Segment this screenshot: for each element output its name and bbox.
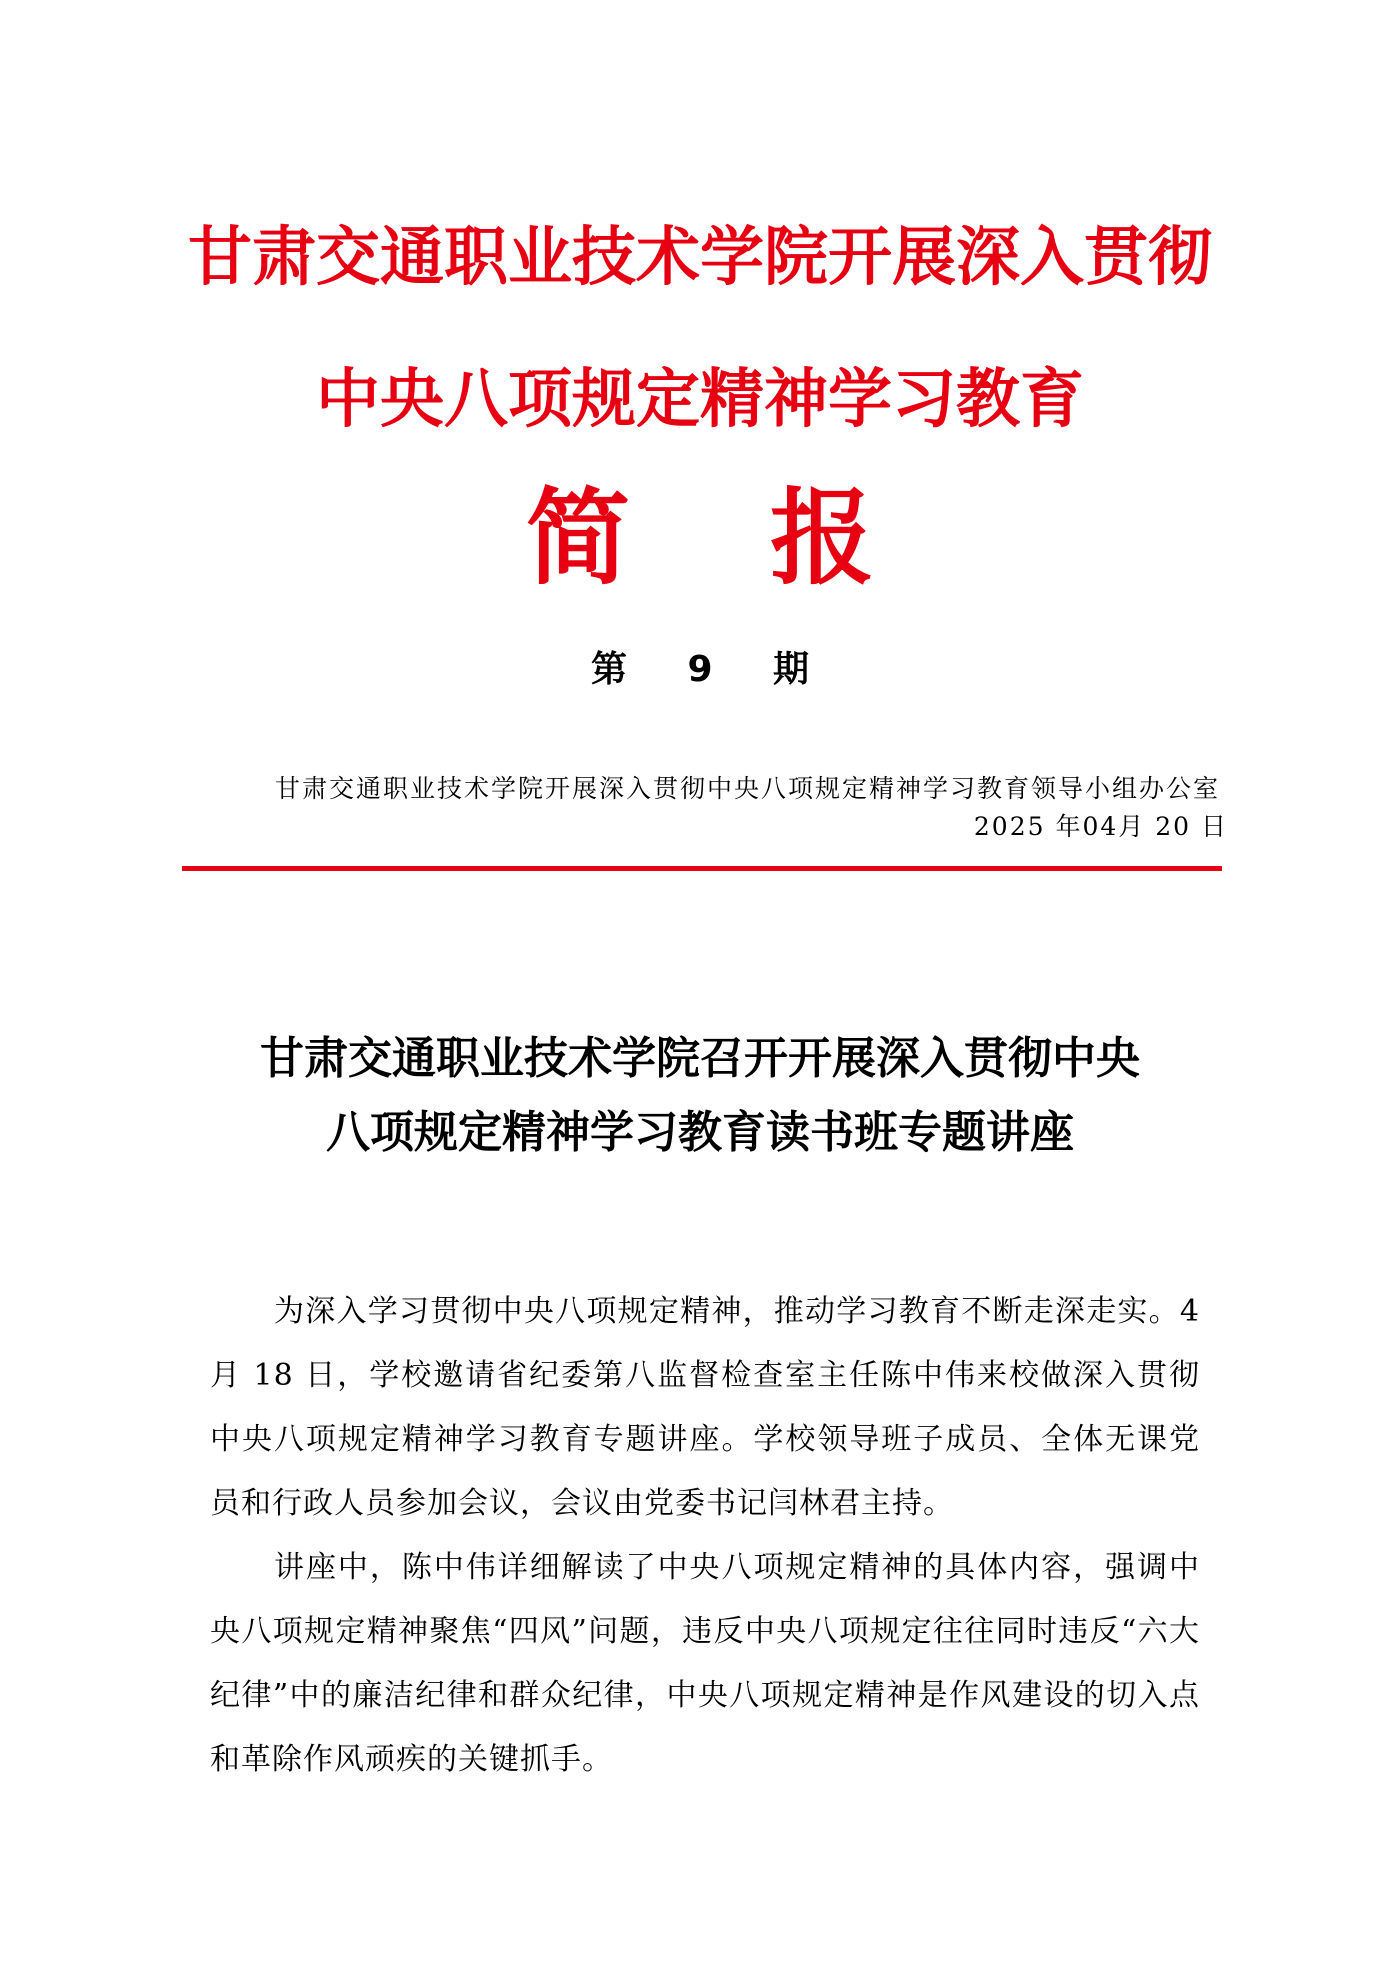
article-title-line-1: 甘肃交通职业技术学院召开开展深入贯彻中央 <box>260 1033 1140 1084</box>
article-paragraph-1: 为深入学习贯彻中央八项规定精神，推动学习教育不断走深走实。4 月 18 日，学校邀请省纪委第八监督检查室主任陈中伟来校做深入贯彻中央八项规定精神学习教育专题讲座。学校领导班子成员、全体无课党员和行政人员参加会议，会议由党委书记闫林君主持。 <box>210 1294 1200 1521</box>
red-divider-line <box>182 866 1222 871</box>
issuing-office: 甘肃交通职业技术学院开展深入贯彻中央八项规定精神学习教育领导小组办公室 <box>274 774 1220 803</box>
article-paragraph-2: 讲座中，陈中伟详细解读了中央八项规定精神的具体内容，强调中央八项规定精神聚焦“四风”问题，违反中央八项规定往往同时违反“六大纪律”中的廉洁纪律和群众纪律，中央八项规定精神是作风建设的切入点和革除作风顽疾的关键抓手。 <box>210 1550 1200 1777</box>
issue-date: 2025 年04月 20 日 <box>973 812 1228 841</box>
masthead-bulletin-label: 简报 <box>525 477 1014 599</box>
masthead-title-line-1: 甘肃交通职业技术学院开展深入贯彻 <box>188 221 1212 295</box>
masthead-title-line-2: 中央八项规定精神学习教育 <box>316 363 1084 437</box>
article-title-line-2: 八项规定精神学习教育读书班专题讲座 <box>326 1107 1074 1158</box>
issue-number: 第 9 期 <box>590 649 834 690</box>
article-body <box>210 1280 1200 1792</box>
